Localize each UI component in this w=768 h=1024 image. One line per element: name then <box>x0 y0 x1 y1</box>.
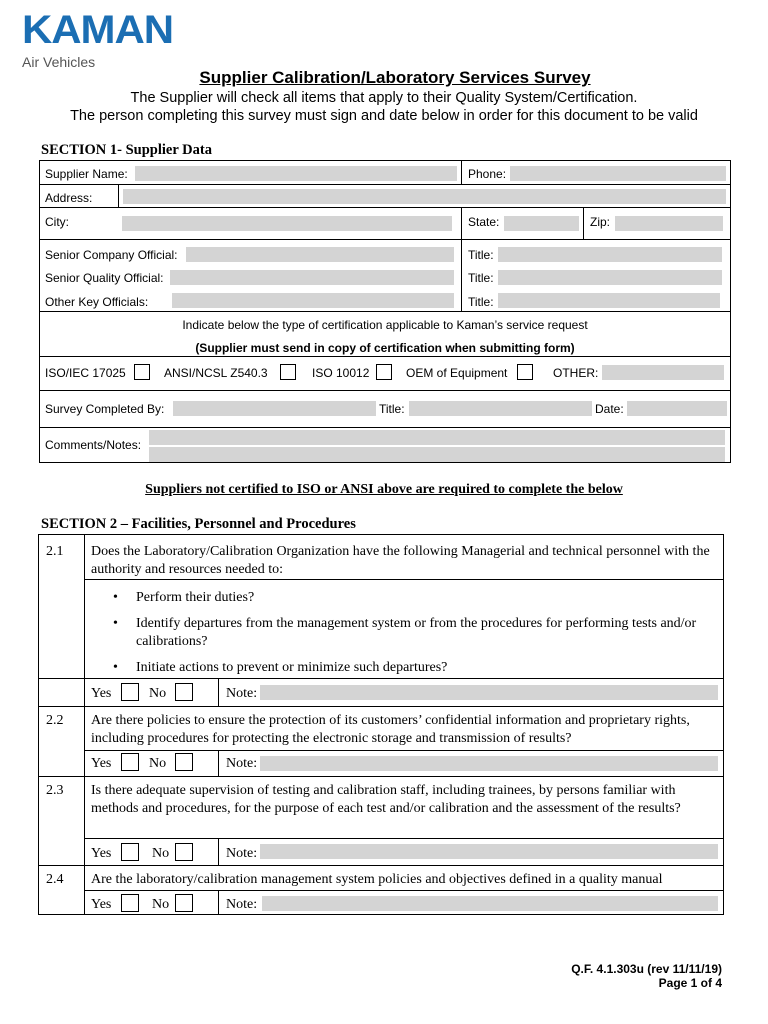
title-field-2[interactable] <box>498 270 722 285</box>
question-2-4-yes-checkbox[interactable] <box>121 894 139 912</box>
other-key-officials-label: Other Key Officials: <box>45 295 149 309</box>
document-title: Supplier Calibration/Laboratory Services Survey <box>199 68 591 87</box>
question-2-1-number: 2.1 <box>46 544 64 559</box>
comments-field-line-2[interactable] <box>149 447 725 462</box>
question-2-2-yes-label: Yes <box>91 756 112 771</box>
cert-iso-17025-checkbox[interactable] <box>134 364 150 380</box>
address-label: Address: <box>45 191 93 205</box>
title-label-2: Title: <box>468 271 494 285</box>
cert-other-field[interactable] <box>602 365 724 380</box>
supplier-name-label: Supplier Name: <box>45 167 128 181</box>
question-2-4-number: 2.4 <box>46 872 64 887</box>
cert-iso-17025-label: ISO/IEC 17025 <box>45 366 126 380</box>
question-2-2-no-checkbox[interactable] <box>175 753 193 771</box>
cert-ansi-checkbox[interactable] <box>280 364 296 380</box>
comments-label: Comments/Notes: <box>45 438 142 452</box>
question-2-1-yes-checkbox[interactable] <box>121 683 139 701</box>
question-2-1-note-label: Note: <box>226 686 258 701</box>
title-field-1[interactable] <box>498 247 722 262</box>
question-2-3-text: Is there adequate supervision of testing and calibration staff, including trainees, by persons familiar with methods and procedures, for the purpose of each test and/or calibration and the assessment of the results? <box>91 783 681 816</box>
title-label-3: Title: <box>468 295 494 309</box>
cert-iso-10012-label: ISO 10012 <box>312 366 370 380</box>
question-2-3-no-label: No <box>152 846 170 861</box>
intro-line-2: The person completing this survey must sign and date below in order for this document to be valid <box>70 108 698 124</box>
question-2-3-no-checkbox[interactable] <box>175 843 193 861</box>
cert-oem-checkbox[interactable] <box>517 364 533 380</box>
bullet-icon: • <box>113 590 118 605</box>
survey-date-field[interactable] <box>627 401 727 416</box>
survey-title-field[interactable] <box>409 401 592 416</box>
bullet-icon: • <box>113 660 118 675</box>
bullet-icon: • <box>113 616 118 631</box>
question-2-4-no-checkbox[interactable] <box>175 894 193 912</box>
cert-other-label: OTHER: <box>553 366 599 380</box>
question-2-3-note-label: Note: <box>226 846 258 861</box>
question-2-1-no-label: No <box>149 686 167 701</box>
question-2-1-no-checkbox[interactable] <box>175 683 193 701</box>
non-certified-notice: Suppliers not certified to ISO or ANSI above are required to complete the below <box>145 482 623 497</box>
cert-ansi-label: ANSI/NCSL Z540.3 <box>164 366 268 380</box>
question-2-2-text: Are there policies to ensure the protection of its customers’ confidential information and proprietary rights, including procedures for protecting the electronic storage and transmission of results? <box>91 713 690 746</box>
section-1-heading: SECTION 1- Supplier Data <box>41 142 212 158</box>
city-label: City: <box>45 215 69 229</box>
form-number: Q.F. 4.1.303u (rev 11/11/19) <box>571 962 722 976</box>
senior-company-official-label: Senior Company Official: <box>45 248 178 262</box>
question-2-1-text: Does the Laboratory/Calibration Organization have the following Managerial and technical personnel with the authority and resources needed to: <box>91 544 710 577</box>
question-2-3-number: 2.3 <box>46 783 64 798</box>
address-field[interactable] <box>123 189 726 204</box>
question-2-3-note-field[interactable] <box>260 844 718 859</box>
survey-completed-by-label: Survey Completed By: <box>45 402 165 416</box>
question-2-1-bullet-2: Identify departures from the management system or from the procedures for performing tests and/or calibrations? <box>136 616 697 649</box>
question-2-4-note-field[interactable] <box>262 896 718 911</box>
question-2-4-note-label: Note: <box>226 897 258 912</box>
logo-wordmark: KAMAN <box>22 8 174 52</box>
certification-instruction: Indicate below the type of certification applicable to Kaman’s service request <box>182 318 588 332</box>
city-field[interactable] <box>122 216 452 231</box>
phone-field[interactable] <box>510 166 726 181</box>
question-2-2-number: 2.2 <box>46 713 64 728</box>
question-2-4-text: Are the laboratory/calibration management system policies and objectives defined in a quality manual <box>91 872 663 887</box>
kaman-logo <box>22 8 174 70</box>
senior-company-official-field[interactable] <box>186 247 454 262</box>
other-key-officials-field[interactable] <box>172 293 454 308</box>
question-2-4-no-label: No <box>152 897 170 912</box>
intro-line-1: The Supplier will check all items that apply to their Quality System/Certification. <box>130 90 638 106</box>
question-2-2-yes-checkbox[interactable] <box>121 753 139 771</box>
title-field-3[interactable] <box>498 293 720 308</box>
question-2-1-bullet-1: Perform their duties? <box>136 590 255 605</box>
logo-subtitle: Air Vehicles <box>22 54 96 70</box>
question-2-1-bullet-3: Initiate actions to prevent or minimize such departures? <box>136 660 448 675</box>
survey-date-label: Date: <box>595 402 624 416</box>
zip-label: Zip: <box>590 215 611 229</box>
phone-label: Phone: <box>468 167 507 181</box>
state-field[interactable] <box>504 216 579 231</box>
certification-note: (Supplier must send in copy of certification when submitting form) <box>195 341 575 355</box>
survey-completed-by-field[interactable] <box>173 401 376 416</box>
comments-field-line-1[interactable] <box>149 430 725 445</box>
question-2-4-yes-label: Yes <box>91 897 112 912</box>
question-2-1-yes-label: Yes <box>91 686 112 701</box>
question-2-2-no-label: No <box>149 756 167 771</box>
senior-quality-official-label: Senior Quality Official: <box>45 271 164 285</box>
cert-oem-label: OEM of Equipment <box>406 366 508 380</box>
question-2-2-note-field[interactable] <box>260 756 718 771</box>
cert-iso-10012-checkbox[interactable] <box>376 364 392 380</box>
zip-field[interactable] <box>615 216 723 231</box>
page-number: Page 1 of 4 <box>658 976 722 990</box>
question-2-3-yes-checkbox[interactable] <box>121 843 139 861</box>
survey-title-label: Title: <box>379 402 405 416</box>
senior-quality-official-field[interactable] <box>170 270 454 285</box>
question-2-2-note-label: Note: <box>226 756 258 771</box>
title-label-1: Title: <box>468 248 494 262</box>
question-2-3-yes-label: Yes <box>91 846 112 861</box>
state-label: State: <box>468 215 500 229</box>
question-2-1-note-field[interactable] <box>260 685 718 700</box>
supplier-name-field[interactable] <box>135 166 457 181</box>
section-2-heading: SECTION 2 – Facilities, Personnel and Procedures <box>41 516 356 532</box>
